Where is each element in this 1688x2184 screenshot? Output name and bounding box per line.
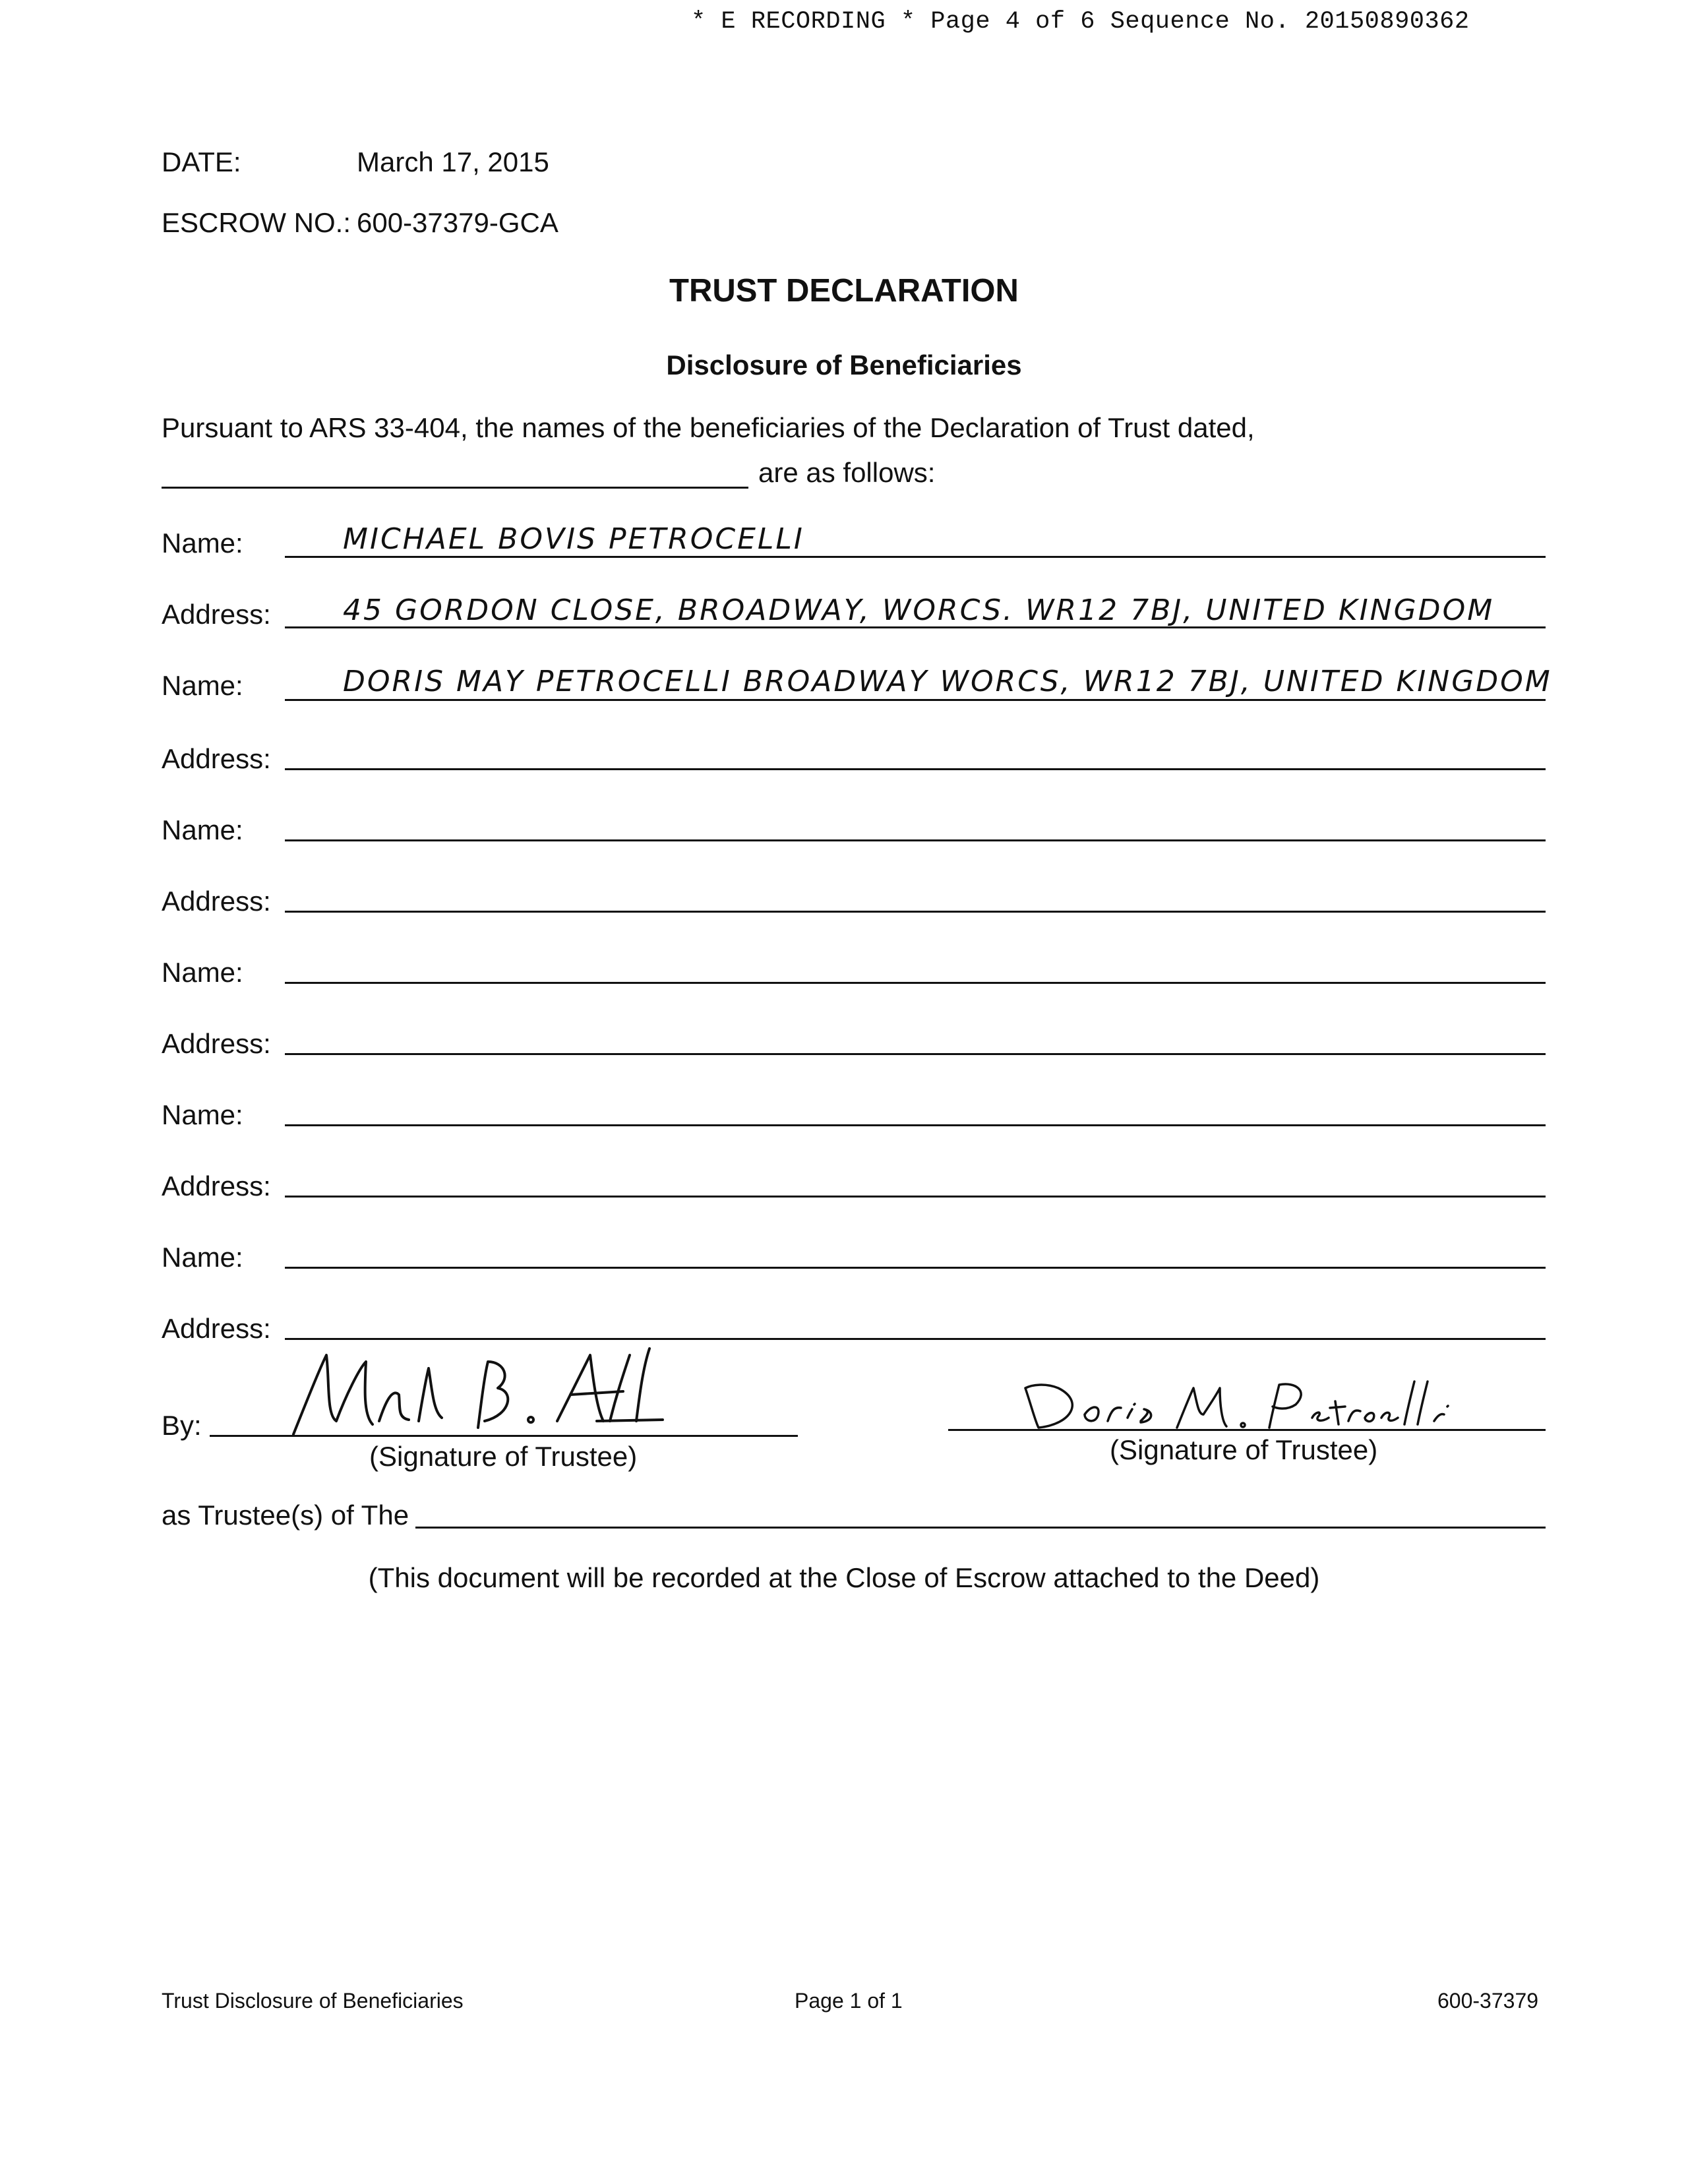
beneficiary-row-label: Name: (162, 1242, 243, 1273)
beneficiary-row-line (285, 839, 1546, 841)
document-title: TRUST DECLARATION (669, 273, 1019, 309)
recording-header: * E RECORDING * Page 4 of 6 Sequence No. 20150890362 (691, 8, 1470, 36)
by-label: By: (162, 1410, 202, 1441)
beneficiary-row-label: Address: (162, 599, 271, 630)
beneficiary-row-line (285, 1196, 1546, 1198)
beneficiary-row-label: Address: (162, 1313, 271, 1344)
signature-caption-2: (Signature of Trustee) (1110, 1434, 1378, 1465)
beneficiary-row-line (285, 699, 1546, 701)
beneficiary-row-line (285, 1338, 1546, 1340)
beneficiary-row-line (285, 556, 1546, 558)
document-subtitle: Disclosure of Beneficiaries (666, 349, 1022, 380)
beneficiary-row-line (285, 1053, 1546, 1055)
footer-form-name: Trust Disclosure of Beneficiaries (162, 1989, 464, 2013)
beneficiary-row-label: Name: (162, 528, 243, 559)
beneficiary-row-label: Name: (162, 1099, 243, 1130)
beneficiary-row-value: 45 GORDON CLOSE, BROADWAY, WORCS. WR12 7BJ, UNITED KINGDOM (343, 593, 1495, 627)
beneficiary-row-line (285, 1267, 1546, 1269)
date-value: March 17, 2015 (357, 146, 549, 177)
as-trustee-label: as Trustee(s) of The (162, 1500, 409, 1531)
beneficiary-row-value: MICHAEL BOVIS PETROCELLI (343, 522, 804, 556)
beneficiary-row-label: Name: (162, 957, 243, 988)
escrow-value: 600-37379-GCA (357, 207, 558, 238)
beneficiary-row-label: Name: (162, 814, 243, 845)
beneficiary-row-value: DORIS MAY PETROCELLI BROADWAY WORCS, WR12 7BJ, UNITED KINGDOM (343, 665, 1552, 698)
beneficiary-row-label: Address: (162, 886, 271, 917)
beneficiary-row-line (285, 768, 1546, 770)
intro-text: Pursuant to ARS 33-404, the names of the beneficiaries of the Declaration of Trust dated, (162, 412, 1255, 443)
escrow-label: ESCROW NO.: (162, 207, 351, 238)
beneficiary-row-line (285, 911, 1546, 913)
beneficiary-row-line (285, 982, 1546, 984)
footer-escrow-number: 600-37379 (1437, 1989, 1539, 2013)
date-label: DATE: (162, 146, 241, 177)
trust-name-blank-line (415, 1527, 1546, 1529)
trustee-signature-1 (280, 1342, 689, 1447)
beneficiary-row-label: Address: (162, 1170, 271, 1201)
beneficiary-row-line (285, 1124, 1546, 1126)
trust-date-blank-line (162, 487, 748, 489)
trustee-signature-2 (1012, 1375, 1474, 1434)
footer-page-number: Page 1 of 1 (795, 1989, 903, 2013)
recording-note: (This document will be recorded at the Close of Escrow attached to the Deed) (368, 1562, 1320, 1593)
beneficiary-row-label: Address: (162, 1028, 271, 1059)
beneficiary-row-label: Address: (162, 743, 271, 774)
beneficiary-row-label: Name: (162, 670, 243, 701)
intro-text-continued: are as follows: (758, 457, 936, 488)
signature-caption-1: (Signature of Trustee) (369, 1441, 638, 1472)
